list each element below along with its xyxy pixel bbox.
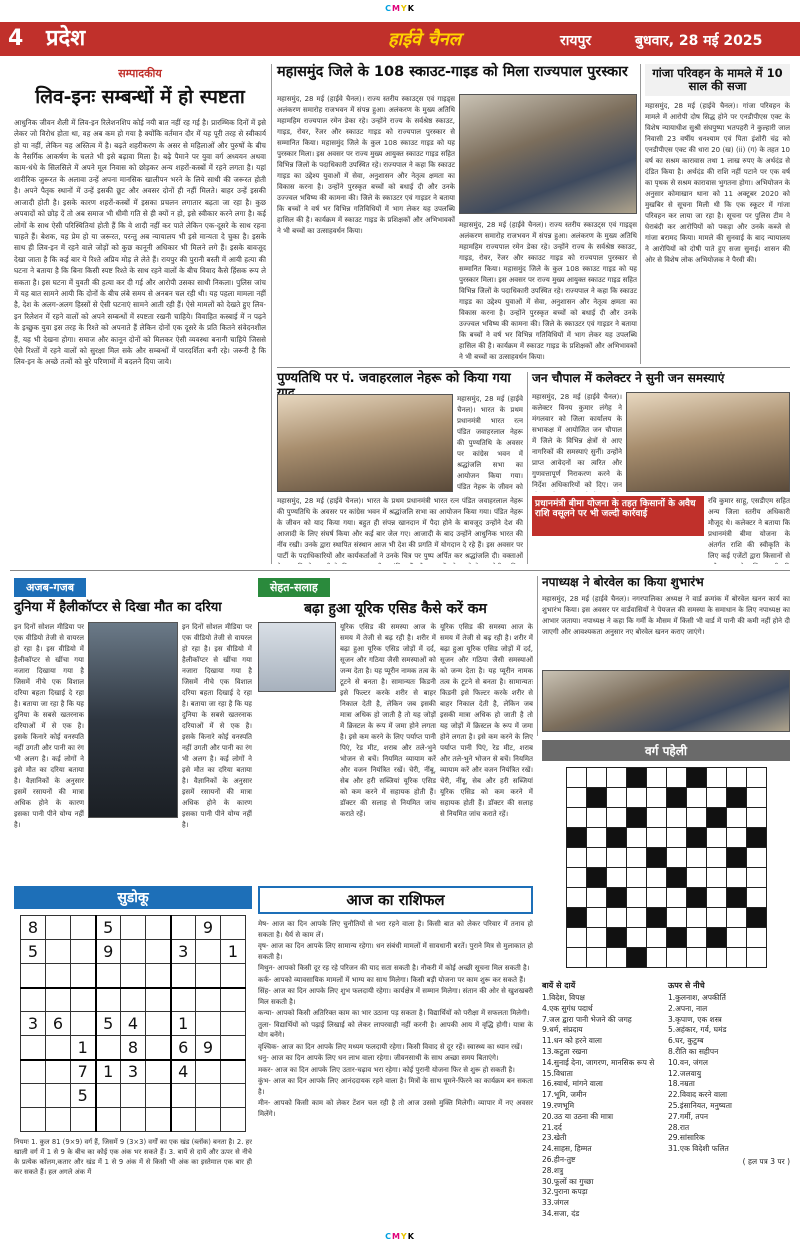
across-clue: 32.पुराना कपड़ा <box>542 1187 588 1197</box>
crossword-cell <box>626 908 646 928</box>
down-clue: 28.रात <box>668 1122 690 1132</box>
sudoku-cell <box>221 1108 246 1132</box>
crossword-cell <box>586 928 606 948</box>
crossword-cell <box>606 768 626 788</box>
uric-acid-photo <box>258 622 336 692</box>
crossword-cell <box>606 908 626 928</box>
crossword-cell <box>646 868 666 888</box>
crossword-block <box>646 908 666 928</box>
crossword-footer: ( हल पत्र 3 पर ) <box>742 1156 790 1166</box>
sudoku-cell: 4 <box>121 1012 146 1036</box>
sudoku-cell <box>21 988 46 1012</box>
crossword-cell <box>586 908 606 928</box>
sudoku-cell <box>96 1084 121 1108</box>
crossword-cell <box>586 848 606 868</box>
across-clue: 17.भूमि, जमीन <box>542 1090 587 1100</box>
sudoku-cell <box>221 1060 246 1084</box>
sudoku-cell <box>46 940 71 964</box>
crossword-cell <box>666 768 686 788</box>
down-clue: 25.इंसानियत, मनुष्यता <box>668 1100 732 1110</box>
crossword-cell <box>706 828 726 848</box>
crossword-block <box>626 768 646 788</box>
across-clue: 23.खेती <box>542 1133 567 1143</box>
crossword-block <box>606 828 626 848</box>
sudoku-cell: 1 <box>96 1060 121 1084</box>
sudoku-cell <box>46 1060 71 1084</box>
rashifal-section <box>258 886 533 1230</box>
sudoku-cell <box>146 1084 171 1108</box>
rashifal-item: कन्या- आपको किसी अतिरिक्त काम का भार उठाना पड़ सकता है। विद्यार्थियों को परीक्षा में सफलता मिलेगी। <box>258 1009 530 1017</box>
crossword-cell <box>686 848 706 868</box>
down-clue: 5.अहंकार, गर्व, घमंड <box>668 1025 727 1035</box>
sudoku-cell <box>46 988 71 1012</box>
crossword-cell <box>706 868 726 888</box>
across-clue: 1.विदेश, विपक्ष <box>542 993 585 1002</box>
down-clue: 27.गर्मी, तपन <box>668 1111 709 1121</box>
sudoku-cell <box>21 1084 46 1108</box>
column-divider <box>640 64 641 364</box>
sudoku-cell <box>196 940 221 964</box>
crossword-block <box>646 848 666 868</box>
crossword-cell <box>666 908 686 928</box>
down-clue: 29.सांसारिक <box>668 1133 705 1143</box>
sudoku-cell <box>121 964 146 988</box>
crossword-block <box>666 788 686 808</box>
crossword-block <box>586 788 606 808</box>
rashifal-item: मेष- आज का दिन आपके लिए चुनौतियों से भरा रहने वाला है। किसी बात को लेकर परिवार में तनाव हो सकता है। धैर्य से काम लें। <box>258 920 533 939</box>
rashifal-item: मिथुन- आपको किसी दूर रह रहे परिजन की याद सता सकती है। नौकरी में कोई अच्छी सूचना मिल सकती है। <box>258 964 530 972</box>
sudoku-cell <box>121 916 146 940</box>
crossword-cell <box>606 848 626 868</box>
janchaupal-photo <box>626 392 790 492</box>
scout-award-photo <box>459 94 637 214</box>
crossword-cell <box>606 948 626 968</box>
sudoku-cell <box>96 988 121 1012</box>
sudoku-cell: 6 <box>46 1012 71 1036</box>
down-heading: ऊपर से नीचे <box>668 981 705 990</box>
sudoku-cell <box>21 1036 46 1060</box>
crossword-block <box>566 828 586 848</box>
down-clue: 10.वन, जंगल <box>668 1057 708 1067</box>
rashifal-item: वृष- आज का दिन आपके लिए सामान्य रहेगा। धन संबंधी मामलों में सावधानी बरतें। पुराने मित्र से मुलाकात हो सकती है। <box>258 942 533 961</box>
across-clue: 9.धर्म, संप्रदाय <box>542 1025 583 1035</box>
editorial-label: सम्पादकीय <box>118 67 162 80</box>
across-clue: 26.हीन-तुष्ट <box>542 1154 576 1164</box>
registration-mark-top: CMYK <box>385 4 415 13</box>
crossword-grid <box>566 767 767 968</box>
borewell-headline: नपाध्यक्ष ने बोरवेल का किया शुभारंभ <box>542 575 704 589</box>
nehru-body-cont: महासमुंद, 28 मई (हाईवे चैनल)। भारत के प्रथम प्रधानमंत्री भारत रत्न पंडित जवाहरलाल नेहरू की पुण्यतिथि के अवसर पर कांग्रेस भवन में श्रद्धांजलि सभा का आयोजन किया गया। पंडित नेहरू के जीवन को याद किया गया। बहुत ही संपन्न खानदान में पैदा होने के बावजूद उन्होंने देश की आजादी के लिए संघर्ष किया और कई बार जेल गए। आजादी के बाद उन्होंने आधुनिक भारत की नींव रखी। उनके द्वारा स्थापित संस्थान आज भी देश की प्रगति में योगदान दे रहे हैं। इस अवसर पर पार्टी के पदाधिकारियों और कार्यकर्ताओं ने उनके चित्र पर पुष्प अर्पित कर श्रद्धांजलि दी। वक्ताओं <box>277 497 523 560</box>
pmbima-body: रवि कुमार साहू, एसडीएम सहित अन्य जिला स्तरीय अधिकारी मौजूद थे। कलेक्टर ने बताया कि प्रधानमंत्री बीमा योजना के अंतर्गत राशि की स्वीकृति के लिए कई एजेंटों द्वारा किसानों से <box>708 497 790 560</box>
crossword-block <box>566 908 586 928</box>
sudoku-cell <box>146 988 171 1012</box>
column-divider <box>527 372 528 564</box>
crossword-cell <box>746 788 766 808</box>
crossword-cell <box>626 828 646 848</box>
crossword-block <box>706 928 726 948</box>
crossword-block <box>666 868 686 888</box>
page-number: 4 <box>8 26 24 51</box>
sudoku-rules: नियमः 1. कुल 81 (9×9) वर्ग हैं, जिसमें 9 (3×3) वर्गों का एक खंड (ब्लॉक) बनता है। 2. हर खाली वर्ग में 1 से 9 के बीच का कोई एक अंक भर सकते हैं। 3. बायें से दायें और ऊपर से नीचे के प्रत्येक कॉलम,कतार और खंड में 1 से 9 अंक में से किसी भी अंक का इस्तेमाल एक बार ही कर सकते हैं। हल अगले अंक में <box>14 1138 252 1176</box>
sudoku-cell <box>196 964 221 988</box>
rashifal-item: कुंभ- आज का दिन आपके लिए आनंददायक रहने वाला है। मित्रों के साथ घूमने-फिरने का कार्यक्रम बन सकता है। <box>258 1077 533 1096</box>
ajab-headline: दुनिया में हैलीकॉप्टर से दिखा मौत का दरिया <box>14 600 222 615</box>
crossword-block <box>626 808 646 828</box>
crossword-cell <box>726 768 746 788</box>
crossword-block <box>746 828 766 848</box>
sudoku-grid <box>20 915 246 1132</box>
crossword-cell <box>586 808 606 828</box>
sudoku-cell <box>171 916 196 940</box>
crossword-cell <box>706 788 726 808</box>
crossword-cell <box>626 848 646 868</box>
sudoku-cell <box>196 988 221 1012</box>
sudoku-cell: 9 <box>196 1036 221 1060</box>
crossword-cell <box>706 908 726 928</box>
crossword-cell <box>646 888 666 908</box>
janchaupal-body: महासमुंद, 28 मई (हाईवे चैनल)। कलेक्टर विनय कुमार लंगेह ने मंगलवार को जिला कार्यालय के सभाकक्ष में आयोजित जन चौपाल में जिले के विभिन्न क्षेत्रों से आए नागरिकों की समस्याएं सुनीं। उन्होंने प्राप्त आवेदनों का त्वरित और गुणवत्तापूर्ण निराकरण करने के निर्देश अधिकारियों को दिए। जन <box>532 393 622 489</box>
sudoku-cell <box>71 940 96 964</box>
crossword-cell <box>566 808 586 828</box>
sudoku-cell <box>146 1060 171 1084</box>
down-clue: 2.अपना, नाल <box>668 1003 708 1013</box>
crossword-cell <box>606 808 626 828</box>
sudoku-cell <box>196 1084 221 1108</box>
sudoku-cell <box>221 1012 246 1036</box>
down-clue: 8.रीति का सहीपन <box>668 1046 719 1056</box>
sudoku-cell: 9 <box>96 940 121 964</box>
sudoku-cell <box>46 1108 71 1132</box>
sudoku-cell: 3 <box>171 940 196 964</box>
column-divider <box>537 576 538 736</box>
ganja-story <box>645 64 790 364</box>
sudoku-cell <box>171 1108 196 1132</box>
rashifal-title: आज का राशिफल <box>258 886 533 914</box>
sudoku-cell <box>171 1084 196 1108</box>
across-clue: 30.फूलों का गुच्छा <box>542 1176 594 1186</box>
crossword-cell <box>666 808 686 828</box>
janchaupal-headline: जन चौपाल में कलेक्टर ने सुनी जन समस्याएं <box>532 371 725 385</box>
crossword-cell <box>666 888 686 908</box>
sudoku-cell <box>121 1108 146 1132</box>
sudoku-cell <box>46 916 71 940</box>
crossword-cell <box>686 908 706 928</box>
sudoku-cell <box>196 1012 221 1036</box>
crossword-across <box>542 980 664 1220</box>
sudoku-cell: 5 <box>21 940 46 964</box>
rashifal-item: वृश्चिक- आज का दिन आपके लिए मध्यम फलदायी रहेगा। किसी विवाद से दूर रहें। स्वास्थ्य का ध्यान रखें। <box>258 1042 523 1051</box>
crossword-down <box>668 980 790 1168</box>
crossword-block <box>706 808 726 828</box>
crossword-cell <box>646 828 666 848</box>
crossword-cell <box>626 928 646 948</box>
down-clue: 1.कुलनाश, अपकीर्ति <box>668 993 726 1002</box>
across-clue: 34.सजा, दंड <box>542 1208 580 1218</box>
registration-mark-bottom: CMYK <box>385 1232 415 1241</box>
sudoku-cell <box>221 1036 246 1060</box>
across-clue: 21.दर्द <box>542 1122 562 1132</box>
crossword-cell <box>606 868 626 888</box>
sudoku-cell <box>21 1108 46 1132</box>
crossword-title: वर्ग पहेली <box>542 740 790 761</box>
crossword-cell <box>746 768 766 788</box>
crossword-cell <box>686 948 706 968</box>
across-clue: 15.विधाता <box>542 1068 573 1078</box>
editorial-block <box>14 64 266 564</box>
sudoku-cell <box>46 1036 71 1060</box>
down-clue: 31.एक विदेशी फलित <box>668 1144 729 1154</box>
ajab-body-cont: इन दिनों सोशल मीडिया पर एक वीडियो तेजी से वायरल हो रहा है। इस वीडियो में हैलीकॉप्टर से खींचा गया नजारा दिखाया गया है जिसमें नीचे एक विशाल दरिया बहता दिखाई दे रहा है। बताया जा रहा है कि यह दुनिया के सबसे खतरनाक दरियाओं में से एक है। इसके किनारे कोई वनस्पति नहीं उगती और पानी का रंग भी अलग है। कई लोगों ने इसे मौत का दरिया बताया है। वैज्ञानिकों के अनुसार इसमें रसायनों की मात्रा अधिक होने के कारण इसका पानी पीने योग्य नहीं है। <box>182 623 252 829</box>
crossword-cell <box>746 888 766 908</box>
pmbima-story <box>532 496 790 564</box>
crossword-cell <box>706 768 726 788</box>
sudoku-cell: 1 <box>71 1036 96 1060</box>
sudoku-cell <box>96 1108 121 1132</box>
ganja-body: महासमुंद, 28 मई (हाईवे चैनल)। गांजा परिवहन के मामले में आरोपी दोष सिद्ध होने पर एनडीपीएस एक्ट के विशेष न्यायाधीश सुश्री संघपुष्पा भतपहरी ने कुल्हारी जाल निवासी 23 वर्षीय धनश्याम एवं पिता इंशोरी चंद्र को एनडीपीएस एक्ट की धारा 20 (ख) (ii) (ग) के तहत 10 वर्ष का सश्रम कारावास तथा 1 लाख रुपए के अर्थदंड से दंडित किया है। अर्थदंड की राशि नहीं पटाने पर एक वर्ष का पृथक से सश्रम कारावास भुगतना होगा। अभियोजन के अनुसार कोमाखान थाना को 11 अक्टूबर 2020 को मुखबिर से सूचना मिली थी कि एक स्कूटर में गांजा परिवहन कर लाया जा रहा है। सूचना पर पुलिस टीम ने घेराबंदी कर आरोपियों को पकड़ा और उनके कब्जे से गांजा बरामद किया। मामले की सुनवाई के बाद न्यायालय ने आरोपियों को दोषी पाते हुए सजा सुनाई। शासन की ओर से विशेष लोक अभियोजक ने पैरवी की। <box>645 102 790 265</box>
sehat-story <box>258 576 533 881</box>
crossword-cell <box>726 948 746 968</box>
crossword-section <box>542 740 790 1230</box>
crossword-cell <box>726 928 746 948</box>
across-clue: 20.उठ या उठना की मात्रा <box>542 1111 614 1121</box>
pmbima-headline: प्रधानमंत्री बीमा योजना के तहत किसानों के अवैध राशि वसूलने पर भी जल्दी कार्रवाई <box>532 496 704 536</box>
sudoku-cell: 7 <box>71 1060 96 1084</box>
crossword-cell <box>706 888 726 908</box>
sudoku-cell <box>146 1036 171 1060</box>
crossword-cell <box>606 788 626 808</box>
down-clue: 18.नम्रता <box>668 1079 695 1089</box>
crossword-cell <box>746 808 766 828</box>
sudoku-cell: 8 <box>21 916 46 940</box>
crossword-cell <box>686 808 706 828</box>
borewell-body: महासमुंद, 28 मई (हाईवे चैनल)। नगरपालिका अध्यक्ष ने वार्ड क्रमांक में बोरवेल खनन कार्य का शुभारंभ किया। इस अवसर पर वार्डवासियों ने पेयजल की समस्या के समाधान के लिए नपाध्यक्ष का आभार जताया। नपाध्यक्ष ने कहा कि गर्मी के मौसम में किसी भी वार्ड में पानी की कमी नहीं होने दी जाएगी और आवश्यकता अनुसार नए बोरवेल खनन कराए जाएंगे। <box>542 594 790 636</box>
sudoku-cell <box>71 1108 96 1132</box>
section-rule <box>10 570 790 571</box>
crossword-cell <box>566 848 586 868</box>
issue-date: बुधवार, 28 मई 2025 <box>635 33 763 49</box>
sudoku-cell: 5 <box>96 1012 121 1036</box>
across-clue: 13.कटुता रखना <box>542 1046 588 1056</box>
crossword-block <box>606 928 626 948</box>
crossword-cell <box>566 788 586 808</box>
across-clue: 33.जंगल <box>542 1198 569 1208</box>
across-clue: 16.स्वार्थ, मांगने वाला <box>542 1079 603 1089</box>
sudoku-cell <box>71 1012 96 1036</box>
crossword-cell <box>586 768 606 788</box>
crossword-cell <box>566 868 586 888</box>
sudoku-cell <box>96 964 121 988</box>
down-clue: 22.विवाद करने वाला <box>668 1090 728 1100</box>
sudoku-cell: 5 <box>96 916 121 940</box>
across-clue: 7.जल द्वारा पानी भेजने की जगह <box>542 1014 632 1024</box>
city-name: रायपुर <box>560 33 592 49</box>
ajab-body: इन दिनों सोशल मीडिया पर एक वीडियो तेजी से वायरल हो रहा है। इस वीडियो में हैलीकॉप्टर से खींचा गया नजारा दिखाया गया है जिसमें नीचे एक विशाल दरिया बहता दिखाई दे रहा है। बताया जा रहा है कि यह दुनिया के सबसे खतरनाक दरियाओं में से एक है। इसके किनारे कोई वनस्पति नहीं उगती और पानी का रंग भी अलग है। कई लोगों ने इसे मौत का दरिया बताया है। वैज्ञानिकों के अनुसार इसमें रसायनों की मात्रा अधिक होने के कारण इसका पानी पीने योग्य नहीं है। <box>14 623 84 829</box>
section-title: प्रदेश <box>46 26 86 51</box>
page-header <box>0 22 800 56</box>
crossword-cell <box>626 868 646 888</box>
scout-headline: महासमुंद जिले के 108 स्काउट-गाइड को मिला राज्यपाल पुरस्कार <box>277 64 628 80</box>
sudoku-cell: 3 <box>21 1012 46 1036</box>
nehru-tribute-photo <box>277 394 453 492</box>
sudoku-cell <box>146 916 171 940</box>
crossword-cell <box>666 848 686 868</box>
sudoku-cell <box>146 940 171 964</box>
janchaupal-story <box>532 372 790 492</box>
sudoku-cell <box>196 1108 221 1132</box>
sudoku-cell <box>146 1012 171 1036</box>
crossword-cell <box>646 948 666 968</box>
sudoku-cell <box>171 964 196 988</box>
nehru-body: महासमुंद, 28 मई (हाईवे चैनल)। भारत के प्रथम प्रधानमंत्री भारत रत्न पंडित जवाहरलाल नेहरू की पुण्यतिथि के अवसर पर कांग्रेस भवन में श्रद्धांजलि सभा का आयोजन किया गया। पंडित नेहरू के जीवन को <box>457 395 523 491</box>
across-clue: 4.एक सुगंध पदार्थ <box>542 1003 593 1013</box>
crossword-cell <box>646 788 666 808</box>
scout-body: महासमुंद, 28 मई (हाईवे चैनल)। राज्य स्तरीय स्काउट्स एवं गाइड्स अलंकरण समारोह राजभवन में संपन्न हुआ। अलंकरण के मुख्य अतिथि महामहिम राज्यपाल रमेन डेका रहे। उन्होंने राज्य के सर्वश्रेष्ठ स्काउट, गाइड, रोवर, रेंजर और स्काउट गाइड को राज्यपाल पुरस्कार से सम्मानित किया। महासमुंद जिले के कुल 108 स्काउट गाइड को यह पुरस्कार मिला। इस अवसर पर राज्य मुख्य आयुक्त स्काउट गाइड सहित विभिन्न जिलों के पदाधिकारी उपस्थित रहे। राज्यपाल ने कहा कि स्काउट गाइड का उद्देश्य युवाओं में सेवा, अनुशासन और नेतृत्व क्षमता का विकास करना है। उन्होंने पुरस्कृत बच्चों को बधाई दी और उनके उज्ज्वल भविष्य की कामना की। जिले के स्काउटर एवं गाइडर ने बताया कि बच्चों ने वर्ष भर विभिन्न गतिविधियों में भाग लेकर यह उपलब्धि हासिल की है। कार्यक्रम में स्काउट गाइड के प्रशिक्षकों और अभिभावकों ने भी बच्चों का उत्साहवर्धन किया। <box>277 95 455 235</box>
sudoku-cell: 9 <box>196 916 221 940</box>
rashifal-item: सिंह- आज का दिन आपके लिए शुभ फलदायी रहेगा। कार्यक्षेत्र में सम्मान मिलेगा। संतान की ओर से खुशखबरी मिल सकती है। <box>258 987 533 1006</box>
sehat-tag: सेहत-सलाह <box>258 578 330 597</box>
crossword-cell <box>726 868 746 888</box>
crossword-cell <box>646 808 666 828</box>
sehat-body-cont: यूरिक एसिड की समस्या आज के समय में तेजी से बढ़ रही है। शरीर में बढ़ा हुआ यूरिक एसिड जोड़ों में दर्द, सूजन और गठिया जैसी समस्याओं को जन्म देता है। यह प्यूरीन नामक तत्व के टूटने से बनता है। सामान्यतः किडनी इसे फिल्टर करके शरीर से बाहर निकाल देती है, लेकिन जब इसकी मात्रा अधिक हो जाती है तो यह जोड़ों में क्रिस्टल के रूप में जमा होने लगता है। इसे कम करने के लिए पर्याप्त पानी पिएं, रेड मीट, शराब और तले-भुने भोजन से बचें। नियमित व्यायाम करें और वजन नियंत्रित रखें। चेरी, नींबू, सेब और हरी सब्जियां यूरिक एसिड को कम करने में सहायक होती हैं। डॉक्टर की सलाह से नियमित जांच कराते रहें। <box>440 623 533 818</box>
crossword-cell <box>566 948 586 968</box>
sudoku-cell <box>46 964 71 988</box>
crossword-block <box>626 948 646 968</box>
down-clue: 12.जलवायु <box>668 1068 702 1078</box>
sudoku-cell <box>121 940 146 964</box>
down-clue: 6.घर, कुटुम्ब <box>668 1036 704 1046</box>
crossword-cell <box>626 888 646 908</box>
sudoku-cell: 4 <box>171 1060 196 1084</box>
sudoku-cell <box>221 988 246 1012</box>
crossword-cell <box>666 948 686 968</box>
crossword-cell <box>646 768 666 788</box>
sudoku-cell: 1 <box>221 940 246 964</box>
ajab-gajab-story <box>14 576 252 881</box>
crossword-cell <box>666 828 686 848</box>
crossword-cell <box>706 948 726 968</box>
crossword-cell <box>746 848 766 868</box>
crossword-cell <box>566 888 586 908</box>
crossword-cell <box>686 788 706 808</box>
rashifal-item: तुला- विद्यार्थियों को पढ़ाई लिखाई को लेकर लापरवाही नहीं करनी है। आपकी आय में वृद्धि होगी। यात्रा के योग बनेंगे। <box>258 1020 533 1039</box>
crossword-cell <box>586 948 606 968</box>
sudoku-cell <box>96 1036 121 1060</box>
crossword-cell <box>726 808 746 828</box>
ganja-headline: गांजा परिवहन के मामले में 10 साल की सजा <box>645 64 790 96</box>
crossword-cell <box>746 948 766 968</box>
crossword-cell <box>686 928 706 948</box>
sehat-headline: बढ़ा हुआ यूरिक एसिड कैसे करें कम <box>304 601 487 617</box>
sudoku-cell <box>221 1084 246 1108</box>
crossword-block <box>606 888 626 908</box>
crossword-cell <box>586 828 606 848</box>
across-clue: 19.रणभूमि <box>542 1100 575 1110</box>
across-heading: बायें से दायें <box>542 981 576 990</box>
sudoku-cell <box>146 1108 171 1132</box>
crossword-block <box>726 888 746 908</box>
across-clue: 11.धन को हरने वाला <box>542 1036 602 1046</box>
editorial-body: आधुनिक जीवन शैली में लिव-इन रिलेशनशिप कोई नयी बात नहीं रह गई है। प्रारम्भिक दिनों में इसे लेकर जो विरोध होता था, वह अब कम हो गया है क्योंकि वर्तमान दौर में यह पूरी तरह से स्वीकार्य हो या नहीं, लेकिन यह अस्तित्व में है। बढ़ते शहरीकरण के असर से महिलाओं और पुरुषों के बीच के नैसर्गिक आकर्षण के चलते भी इसे बढ़ावा मिला है। बढ़े पैमाने पर युवा वर्ग अध्ययन अथवा काम-धंधे के सिलसिले में अपने मूल निवास को छोड़कर अन्य शहरों-कस्बों में रहने लगता है। यहां शारीरिक जुरूरत के अलावा उन्हें अपना मानसिक खालीपन भरने के लिये साथी की जरूरत होती है। अपने पैतृक स्थानों में उन्हें इसकी छूट और अवसर दोनों ही नहीं मिलते। बाहर उन्हें इसकी आजादी होती है। इसके कारण शहरों-कस्बों में इसका प्रचलन लगातार बढ़ता जा रहा है। कुछ अपवादों को छोड़ दें तो अब समाज भी धीमी गति से ही क्यों न हो, इसे स्वीकार करने लगा है। कई लोगों के साथ ऐसी परिस्थितियां होती हैं कि वे शादी नहीं कर पाते लेकिन एक-दूसरे के साथ रहना चाहते हैं। बेशक, यह प्रेम हो या जरूरत, परन्तु अब न्यायालय भी इसे मान्यता दे चुका है। इसके साथ ही लिव-इन में रहने वाले जोड़ों को कुछ कानूनी अधिकार भी मिलने लगे हैं। इसके बावजूद देखा जाता है कि कई बार ये रिश्ते अप्रिय मोड़ ले लेते हैं। रायपुर की पुरानी बस्ती में आयी हत्या की घटना ने बताया है कि बिना किसी स्पष्ट रिश्ते के साथ रहने वालों के बीच विवाद कैसे हिंसक रूप ले सकता है। इस घटना में युवती की हत्या कर दी गई और आरोपी उसका साथी निकला। पुलिस जांच में यह बात सामने आयी कि दोनों के बीच लंबे समय से अनबन चल रही थी। यह पहला मामला नहीं है, देश के अलग-अलग हिस्सों से ऐसी घटनाएं सामने आती रही हैं। ऐसे मामलों को देखते हुए लिव-इन रिलेशन में रहने वालों को अपने सम्बन्धों में स्पष्टता रखनी चाहिये। विवाहित कस्बाई में न पढ़ने के इच्छुक युवा इस तरह के रिश्ते को अपनाते हैं लेकिन दोनों एक दूसरे के प्रति कितने संवेदनशील हैं, यह भी देखना होगा। समाज और कानून दोनों को मिलकर ऐसी व्यवस्था बनानी चाहिये जिससे ऐसे रिश्तों में रहने वालों को सुरक्षा मिल सके और सम्बन्धों में पारदर्शिता बनी रहे। जरूरी है कि लिव-इन के अच्छे तत्वों को बुरे परिणामों में बदलने दिया जाये। <box>14 117 266 367</box>
nehru-story <box>277 372 523 564</box>
rashifal-item: धनु- आज का दिन आपके लिए धन लाभ वाला रहेगा। जीवनसाथी के साथ अच्छा समय बिताएंगे। <box>258 1054 499 1062</box>
rashifal-item: मीन- आपको किसी काम को लेकर टेंशन चल रही है तो आज उससे मुक्ति मिलेगी। व्यापार में नए अवसर मिलेंगे। <box>258 1099 533 1118</box>
sudoku-cell <box>71 916 96 940</box>
sudoku-cell <box>221 916 246 940</box>
down-clue: 3.कृपाण, एक शस्त्र <box>668 1014 722 1024</box>
sudoku-cell <box>121 1084 146 1108</box>
rashifal-item: कर्क- आपको व्यावसायिक मामलों में भाग्य का साथ मिलेगा। किसी बड़ी योजना पर काम शुरू कर सकते हैं। <box>258 975 526 984</box>
scout-story <box>277 64 637 364</box>
rashifal-item: मकर- आज का दिन आपके लिए उतार-चढ़ाव भरा रहेगा। कोई पुरानी योजना फिर से शुरू हो सकती है। <box>258 1065 515 1074</box>
crossword-cell <box>566 768 586 788</box>
crossword-cell <box>626 788 646 808</box>
crossword-block <box>586 868 606 888</box>
sudoku-cell: 5 <box>71 1084 96 1108</box>
crossword-block <box>686 768 706 788</box>
nehru-headline: पुण्यतिथि पर पं. जवाहरलाल नेहरू को किया गया <box>277 371 511 386</box>
sehat-body: यूरिक एसिड की समस्या आज के समय में तेजी से बढ़ रही है। शरीर में बढ़ा हुआ यूरिक एसिड जोड़ों में दर्द, सूजन और गठिया जैसी समस्याओं को जन्म देता है। यह प्यूरीन नामक तत्व के टूटने से बनता है। सामान्यतः किडनी इसे फिल्टर करके शरीर से बाहर निकाल देती है, लेकिन जब इसकी मात्रा अधिक हो जाती है तो यह जोड़ों में क्रिस्टल के रूप में जमा होने लगता है। इसे कम करने के लिए पर्याप्त पानी पिएं, रेड मीट, शराब और तले-भुने भोजन से बचें। नियमित व्यायाम करें और वजन नियंत्रित रखें। चेरी, नींबू, सेब और हरी सब्जियां यूरिक एसिड को कम करने में सहायक होती हैं। डॉक्टर की सलाह से नियमित जांच कराते रहें। <box>340 623 436 818</box>
sudoku-cell <box>46 1084 71 1108</box>
crossword-block <box>686 828 706 848</box>
crossword-block <box>746 908 766 928</box>
crossword-cell <box>726 828 746 848</box>
crossword-block <box>726 848 746 868</box>
column-divider <box>271 64 272 564</box>
sudoku-cell <box>146 964 171 988</box>
sudoku-cell <box>121 988 146 1012</box>
sudoku-cell <box>21 964 46 988</box>
across-clue: 28.शत्रु <box>542 1165 564 1175</box>
crossword-cell <box>726 908 746 928</box>
sudoku-cell <box>21 1060 46 1084</box>
section-rule <box>277 367 790 368</box>
sudoku-cell <box>196 1060 221 1084</box>
crossword-block <box>686 888 706 908</box>
crossword-cell <box>686 868 706 888</box>
crossword-cell <box>646 928 666 948</box>
sudoku-cell: 6 <box>171 1036 196 1060</box>
helicopter-photo <box>88 622 178 818</box>
sudoku-cell <box>71 988 96 1012</box>
editorial-title: लिव-इनः सम्बन्धों में हो स्पष्टता <box>35 86 245 108</box>
sudoku-title: सुडोकू <box>14 886 252 909</box>
crossword-cell <box>566 928 586 948</box>
rashifal-list <box>258 919 533 1119</box>
sudoku-cell <box>171 988 196 1012</box>
brand-logo: हाईवे चैनल <box>388 29 461 50</box>
ajab-tag: अजब-गजब <box>14 578 86 597</box>
crossword-cell <box>746 868 766 888</box>
across-clue: 14.सुनाई देना, जागरण, मानसिक रूप से <box>542 1057 655 1067</box>
sudoku-cell <box>71 964 96 988</box>
scout-body-cont: महासमुंद, 28 मई (हाईवे चैनल)। राज्य स्तरीय स्काउट्स एवं गाइड्स अलंकरण समारोह राजभवन में संपन्न हुआ। अलंकरण के मुख्य अतिथि महामहिम राज्यपाल रमेन डेका रहे। उन्होंने राज्य के सर्वश्रेष्ठ स्काउट, गाइड, रोवर, रेंजर और स्काउट गाइड को राज्यपाल पुरस्कार से सम्मानित किया। महासमुंद जिले के कुल 108 स्काउट गाइड को यह पुरस्कार मिला। इस अवसर पर राज्य मुख्य आयुक्त स्काउट गाइड सहित विभिन्न जिलों के पदाधिकारी उपस्थित रहे। राज्यपाल ने कहा कि स्काउट गाइड का उद्देश्य युवाओं में सेवा, अनुशासन और नेतृत्व क्षमता का विकास करना है। उन्होंने पुरस्कृत बच्चों को बधाई दी और उनके उज्ज्वल भविष्य की कामना की। जिले के स्काउटर एवं गाइडर ने बताया कि बच्चों ने वर्ष भर विभिन्न गतिविधियों में भाग लेकर यह उपलब्धि हासिल की है। कार्यक्रम में स्काउट गाइड के प्रशिक्षकों और अभिभावकों ने भी बच्चों का उत्साहवर्धन किया। <box>459 221 637 360</box>
sudoku-section <box>14 886 252 1230</box>
across-clue: 24.साहस, हिम्मत <box>542 1144 592 1154</box>
borewell-photo <box>542 670 790 732</box>
crossword-cell <box>586 888 606 908</box>
sudoku-cell: 1 <box>171 1012 196 1036</box>
crossword-cell <box>706 848 726 868</box>
crossword-cell <box>746 928 766 948</box>
borewell-story <box>542 576 790 736</box>
crossword-block <box>666 928 686 948</box>
sudoku-cell: 8 <box>121 1036 146 1060</box>
sudoku-cell: 3 <box>121 1060 146 1084</box>
sudoku-cell <box>221 964 246 988</box>
crossword-block <box>726 788 746 808</box>
